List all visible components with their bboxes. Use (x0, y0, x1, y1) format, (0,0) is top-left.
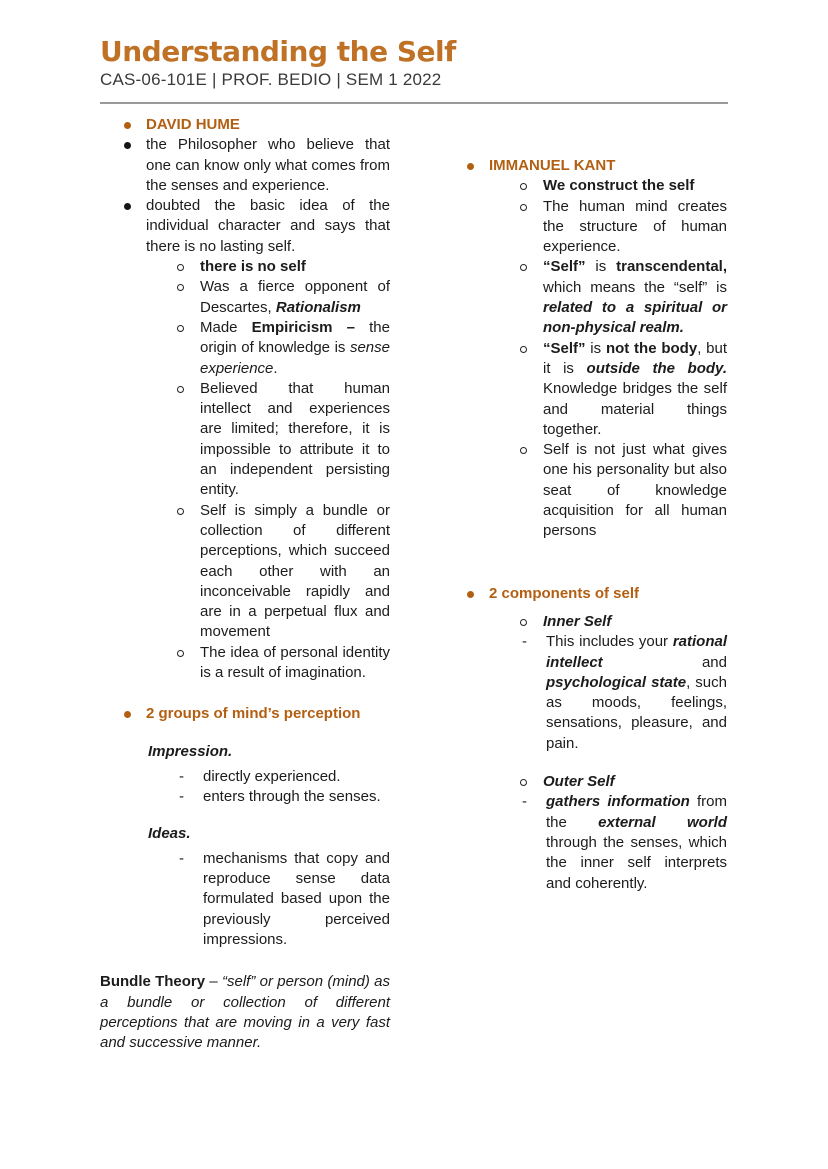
text-run: , but it is (543, 339, 727, 377)
text-run: Impression. (148, 742, 233, 760)
dash-bullet-icon: - (522, 633, 527, 651)
circle-bullet-icon (177, 284, 184, 291)
text-run: the Philosopher who believe that one can know only what comes from the senses and experience. (146, 136, 390, 194)
text-run: external world (598, 813, 727, 831)
list-item (100, 379, 390, 501)
text-run: 2 components of self (489, 584, 640, 602)
text-run: and (602, 653, 727, 671)
text-run: transcendental, (616, 258, 727, 276)
text-run: Rationalism (275, 298, 361, 316)
circle-bullet-icon (177, 386, 184, 393)
text-run: directly experienced. (203, 767, 341, 785)
text-run: “Self” (543, 258, 586, 276)
circle-bullet-icon (520, 447, 527, 454)
list-item (100, 196, 390, 257)
text-run: . (273, 359, 278, 377)
paragraph (100, 972, 390, 1053)
spacer (100, 683, 390, 704)
text-run: not the body (605, 339, 698, 357)
text-run: Bundle Theory (100, 973, 206, 991)
dash-bullet-icon: - (179, 788, 184, 806)
text-run: which means the “self” is (543, 278, 727, 296)
list-item (100, 501, 390, 643)
list-item (100, 849, 390, 950)
list-item (443, 612, 727, 632)
text-run: Inner Self (543, 612, 612, 630)
circle-bullet-icon (177, 264, 184, 271)
spacer (100, 950, 390, 972)
text-run: from the (546, 793, 727, 831)
list-item (443, 339, 727, 440)
text-run: We construct the self (543, 177, 695, 195)
list-item (100, 277, 390, 318)
text-run: gathers information (546, 793, 690, 811)
sub-heading (100, 742, 390, 762)
list-item (100, 643, 390, 684)
list-item (443, 197, 727, 258)
text-run: Was a fierce opponent of Descartes, (200, 278, 390, 316)
disc-bullet-icon (467, 163, 474, 170)
list-item (100, 787, 390, 807)
text-run: Self is not just what gives one his personality but also seat of knowledge acquisition for all human persons (543, 441, 727, 540)
list-item (443, 632, 727, 754)
circle-bullet-icon (177, 508, 184, 515)
list-item (100, 318, 390, 379)
text-run: mechanisms that copy and reproduce sense data formulated based upon the previously perceived impressions. (203, 849, 390, 948)
list-item (100, 135, 390, 196)
circle-bullet-icon (177, 325, 184, 332)
dash-bullet-icon: - (179, 767, 184, 785)
text-run: there is no self (200, 258, 306, 276)
disc-bullet-icon (124, 122, 131, 129)
list-item (443, 792, 727, 893)
text-run: psychological state (546, 673, 687, 691)
circle-bullet-icon (520, 779, 527, 786)
left-column (100, 115, 390, 1053)
text-run: is (585, 258, 617, 276)
circle-bullet-icon (177, 650, 184, 657)
circle-bullet-icon (520, 619, 527, 626)
text-run: Outer Self (543, 773, 615, 791)
course-info: CAS-06-101E | PROF. BEDIO | SEM 1 2022 (100, 70, 442, 89)
text-run: related to a spiritual or non-physical realm. (543, 299, 727, 337)
text-run: Believed that human intellect and experiences are limited; therefore, it is impossible to attribute it to an independent persisting entity. (200, 379, 390, 499)
right-column (443, 115, 727, 1053)
section-heading (100, 704, 390, 724)
circle-bullet-icon (520, 264, 527, 271)
text-run: 2 groups of mind’s perception (146, 705, 361, 723)
text-run: The idea of personal identity is a result of imagination. (200, 643, 390, 682)
spacer (443, 754, 727, 772)
text-run: The human mind creates the structure of human experience. (543, 197, 727, 256)
text-run: doubted the basic idea of the individual character and says that there is no lasting self. (146, 197, 390, 255)
text-run: Knowledge bridges the self and material things together. (543, 380, 727, 438)
disc-bullet-icon (124, 711, 131, 718)
text-run: rational intellect (546, 633, 727, 671)
circle-bullet-icon (520, 346, 527, 353)
text-run: DAVID HUME (146, 116, 240, 133)
list-item (100, 767, 390, 787)
circle-bullet-icon (520, 183, 527, 190)
text-run: Made (200, 318, 252, 336)
circle-bullet-icon (520, 204, 527, 211)
text-run: Empiricism – (251, 318, 370, 336)
list-item (100, 257, 390, 277)
text-run: This includes your (546, 633, 673, 651)
page-title: Understanding the Self (100, 35, 456, 68)
text-run: outside the body. (586, 359, 727, 377)
text-run: enters through the senses. (203, 788, 381, 806)
text-run: IMMANUEL KANT (489, 157, 616, 174)
text-run: “Self” (543, 339, 586, 357)
spacer (443, 542, 727, 584)
text-run: the origin of knowledge is (200, 318, 390, 357)
text-run: – “self” or person (mind) as a bundle or collection of different perceptions that are moving in a very fast and successive manner. (100, 973, 390, 1052)
disc-bullet-icon (124, 203, 131, 210)
column-gap (390, 115, 443, 1053)
content (100, 115, 728, 1053)
header (100, 36, 728, 104)
section-heading (443, 156, 727, 176)
disc-bullet-icon (467, 591, 474, 598)
spacer (100, 725, 390, 742)
dash-bullet-icon: - (522, 793, 527, 811)
sub-heading (100, 824, 390, 844)
header-divider (100, 102, 728, 104)
text-run: Ideas. (148, 824, 191, 842)
text-run: through the senses, which the inner self interprets and coherently. (546, 833, 727, 892)
list-item (443, 176, 727, 196)
section-heading (100, 115, 390, 135)
text-run: is (585, 339, 606, 357)
list-item (443, 440, 727, 541)
text-run: , such as moods, feelings, sensations, pleasure, and pain. (546, 673, 727, 752)
spacer (100, 808, 390, 824)
text-run: Self is simply a bundle or collection of different perceptions, which succeed each other with an inconceivable rapidly and are in a perpetual flux and movement (200, 501, 390, 641)
dash-bullet-icon: - (179, 849, 184, 867)
list-item (443, 772, 727, 792)
section-heading (443, 584, 727, 604)
list-item (443, 257, 727, 338)
disc-bullet-icon (124, 142, 131, 149)
spacer (443, 604, 727, 612)
text-run: sense experience (200, 339, 390, 377)
